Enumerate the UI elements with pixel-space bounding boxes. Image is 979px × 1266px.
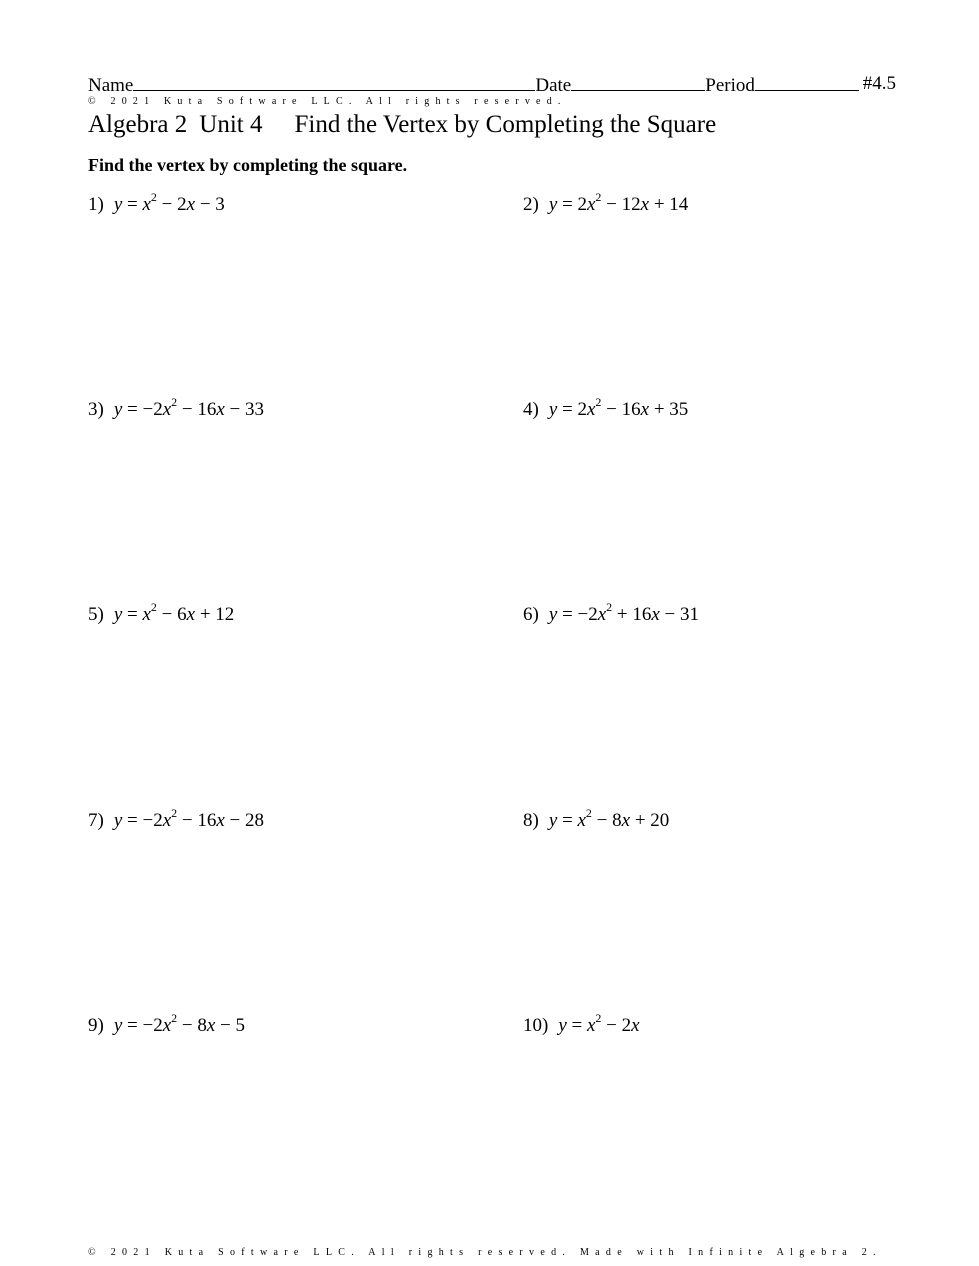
title-course: Algebra 2 — [88, 111, 188, 138]
problem-2 — [523, 189, 689, 216]
name-label: Name — [88, 75, 134, 96]
problem-5 — [88, 599, 235, 626]
problem-number: 9) — [88, 1015, 104, 1036]
period-blank[interactable] — [755, 73, 859, 91]
problem-equation: $y = x^2 - 6x + 12$ — [113, 599, 235, 625]
title-topic: Find the Vertex by Completing the Square — [294, 111, 717, 138]
problem-6 — [523, 599, 700, 626]
problem-equation: $y = 2x^2 - 16x + 35$ — [548, 394, 689, 420]
copyright-footer: © 2021 Kuta Software LLC. All rights reserved. Made with Infinite Algebra 2. — [88, 1247, 882, 1258]
problem-7 — [88, 805, 265, 832]
problem-equation: $y = x^2 - 8x + 20$ — [548, 805, 670, 831]
problem-number: 4) — [523, 399, 539, 420]
instructions: Find the vertex by completing the square. — [88, 155, 408, 175]
worksheet-title — [88, 110, 716, 140]
problem-equation: $y = -2x^2 + 16x - 31$ — [548, 599, 700, 625]
problem-equation: $y = x^2 - 2x$ — [558, 1010, 640, 1036]
problem-number: 1) — [88, 194, 104, 215]
copyright-notice-top: © 2021 Kuta Software LLC. All rights reserved. — [88, 96, 567, 107]
problem-equation: $y = x^2 - 2x - 3$ — [113, 189, 225, 215]
period-label: Period — [705, 75, 755, 96]
worksheet-number: #4.5 — [862, 73, 896, 94]
problem-3 — [88, 394, 265, 421]
name-blank[interactable] — [133, 73, 535, 91]
problem-number: 2) — [523, 194, 539, 215]
problem-number: 7) — [88, 810, 104, 831]
problem-equation: $y = 2x^2 - 12x + 14$ — [548, 189, 689, 215]
student-info-row — [88, 73, 896, 97]
date-blank[interactable] — [571, 73, 705, 91]
problem-number: 6) — [523, 604, 539, 625]
title-unit: Unit 4 — [199, 111, 263, 138]
problem-number: 3) — [88, 399, 104, 420]
problem-equation: $y = -2x^2 - 16x - 33$ — [113, 394, 265, 420]
problem-9 — [88, 1010, 246, 1037]
date-label: Date — [535, 75, 572, 96]
problem-1 — [88, 189, 225, 216]
problem-number: 10) — [523, 1015, 549, 1036]
problem-10 — [523, 1010, 640, 1037]
problem-8 — [523, 805, 670, 832]
problem-number: 5) — [88, 604, 104, 625]
problem-equation: $y = -2x^2 - 8x - 5$ — [113, 1010, 246, 1036]
problem-equation: $y = -2x^2 - 16x - 28$ — [113, 805, 265, 831]
problem-4 — [523, 394, 689, 421]
problem-number: 8) — [523, 810, 539, 831]
